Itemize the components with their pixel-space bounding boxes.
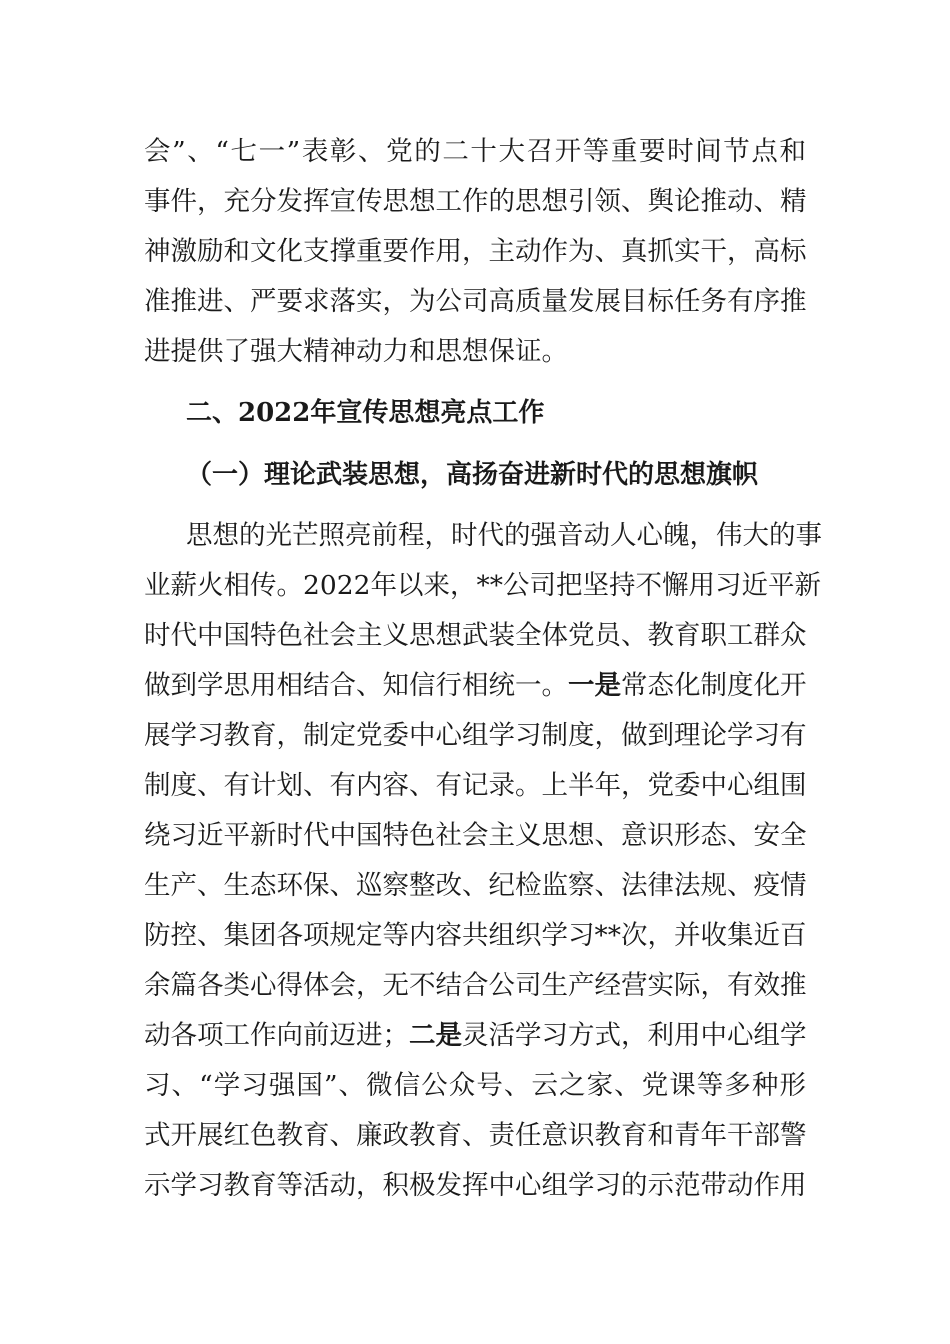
body-text-line: 进提供了强大精神动力和思想保证。 bbox=[144, 336, 568, 367]
body-text-line: 余篇各类心得体会，无不结合公司生产经营实际，有效推 bbox=[144, 970, 807, 1001]
body-text-line: 示学习教育等活动，积极发挥中心组学习的示范带动作用 bbox=[144, 1170, 807, 1201]
body-text-line: 展学习教育，制定党委中心组学习制度，做到理论学习有 bbox=[144, 720, 807, 751]
body-text-line: 准推进、严要求落实，为公司高质量发展目标任务有序推 bbox=[144, 286, 807, 317]
body-text-line: 防控、集团各项规定等内容共组织学习**次，并收集近百 bbox=[144, 920, 807, 951]
body-text-line: 神激励和文化支撑重要作用，主动作为、真抓实干，高标 bbox=[144, 236, 807, 267]
body-text-segment: 常态化制度化开 bbox=[621, 670, 807, 701]
body-text-line: 绕习近平新时代中国特色社会主义思想、意识形态、安全 bbox=[144, 820, 807, 851]
body-text-line: 会”、“七一”表彰、党的二十大召开等重要时间节点和 bbox=[144, 136, 806, 167]
body-text-line: 思想的光芒照亮前程，时代的强音动人心魄，伟大的事 bbox=[186, 520, 822, 551]
body-text-line: 时代中国特色社会主义思想武装全体党员、教育职工群众 bbox=[144, 620, 807, 651]
subsection-heading: （一）理论武装思想，高扬奋进新时代的思想旗帜 bbox=[186, 460, 759, 490]
body-text-line: 生产、生态环保、巡察整改、纪检监察、法律法规、疫情 bbox=[144, 870, 807, 901]
body-text-line: 事件，充分发挥宣传思想工作的思想引领、舆论推动、精 bbox=[144, 186, 807, 217]
body-text-line bbox=[144, 1016, 806, 1056]
section-heading: 二、2022年宣传思想亮点工作 bbox=[186, 398, 545, 428]
body-text-line: 业薪火相传。2022年以来，**公司把坚持不懈用习近平新 bbox=[144, 570, 821, 601]
emphasis-text: 一是 bbox=[568, 670, 621, 701]
body-text-segment: 做到学思用相结合、知信行相统一。 bbox=[144, 670, 568, 701]
body-text-segment: 灵活学习方式，利用中心组学 bbox=[462, 1020, 807, 1051]
body-text-line: 习、“学习强国”、微信公众号、云之家、党课等多种形 bbox=[144, 1070, 806, 1101]
body-text-line bbox=[144, 666, 806, 706]
body-text-segment: 动各项工作向前迈进； bbox=[144, 1020, 409, 1051]
emphasis-text: 二是 bbox=[409, 1020, 462, 1051]
body-text-line: 式开展红色教育、廉政教育、责任意识教育和青年干部警 bbox=[144, 1120, 807, 1151]
body-text-line: 制度、有计划、有内容、有记录。上半年，党委中心组围 bbox=[144, 770, 807, 801]
